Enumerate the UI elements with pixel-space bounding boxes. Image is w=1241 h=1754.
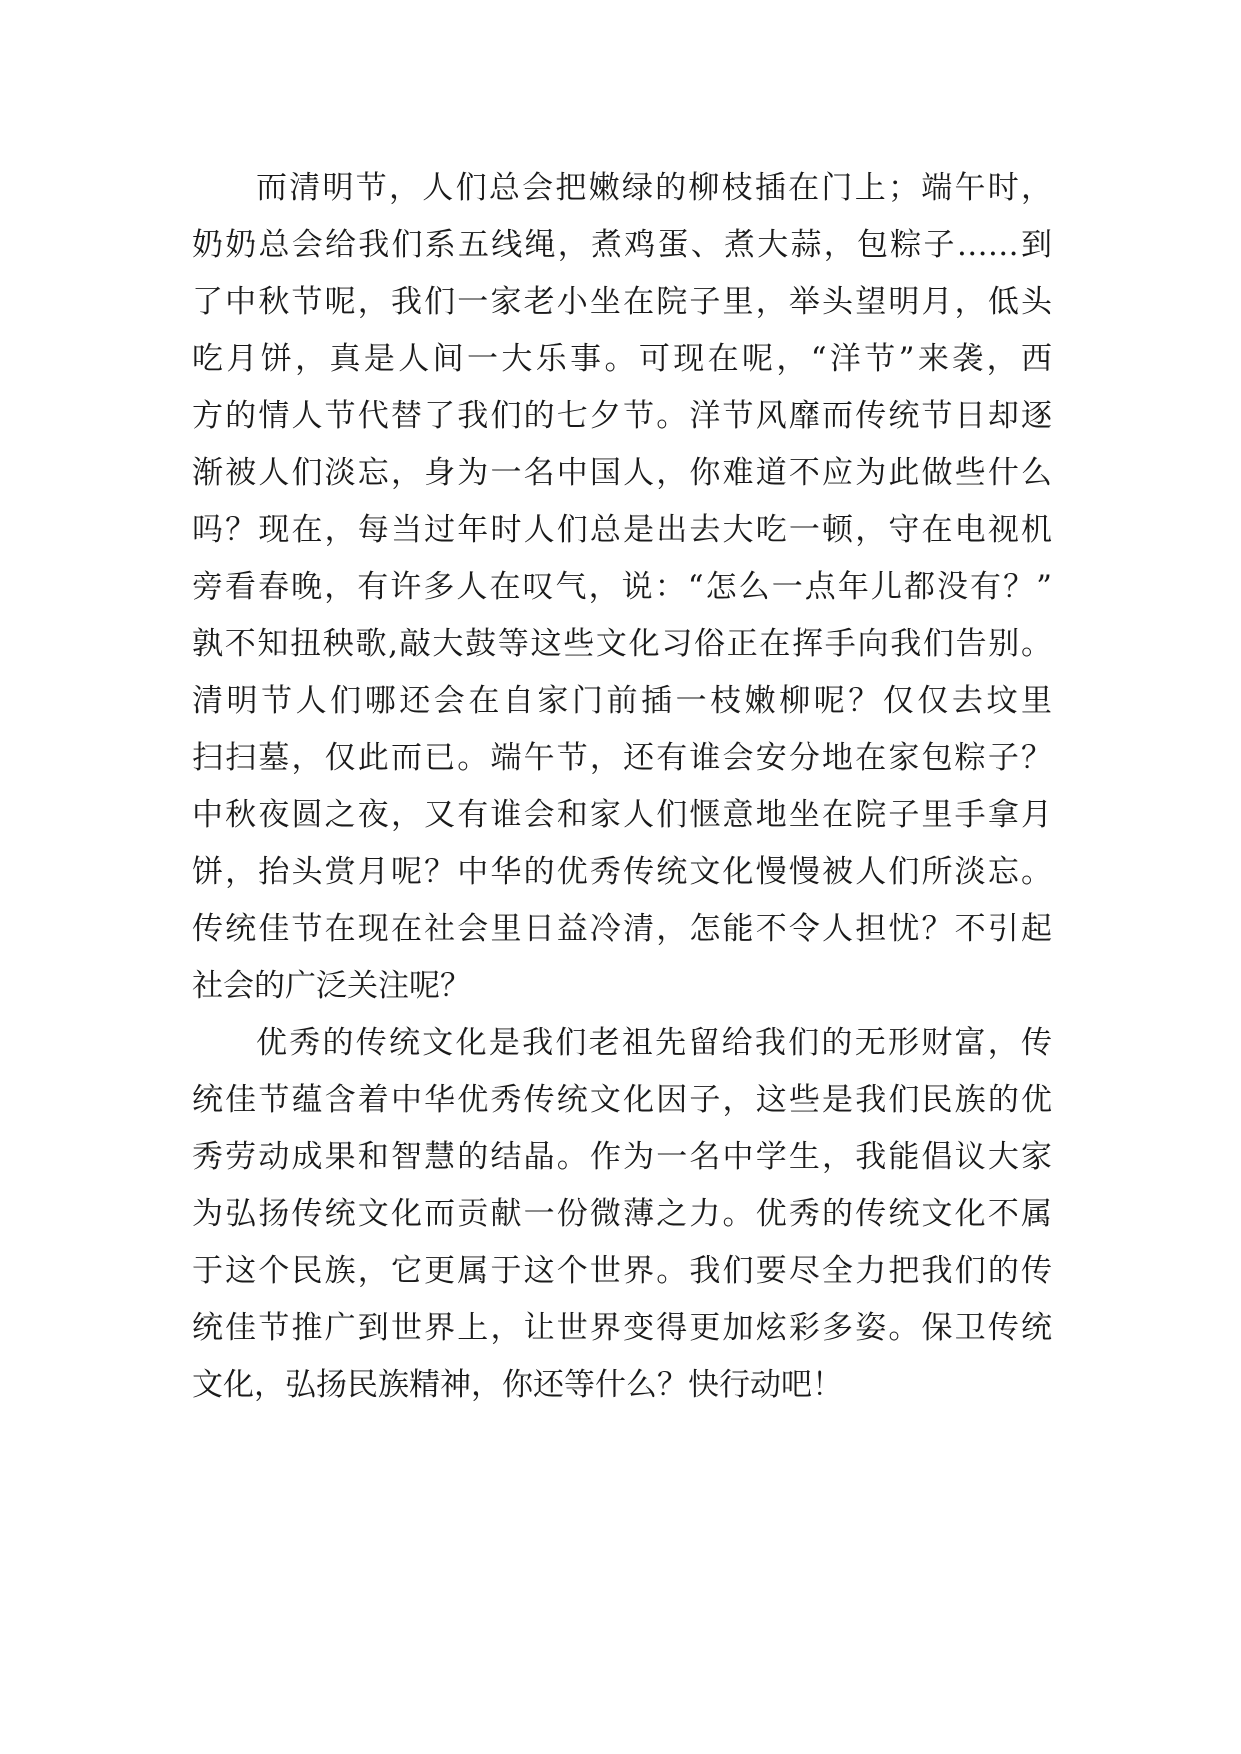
text-line: 中秋夜圆之夜，又有谁会和家人们惬意地坐在院子里手拿月 <box>192 797 1052 833</box>
text-line: 传统佳节在现在社会里日益冷清，怎能不令人担忧？不引起 <box>192 911 1052 947</box>
text-line: 统佳节蕴含着中华优秀传统文化因子，这些是我们民族的优 <box>192 1082 1052 1118</box>
text-line: 秀劳动成果和智慧的结晶。作为一名中学生，我能倡议大家 <box>192 1139 1052 1175</box>
text-line: 于这个民族，它更属于这个世界。我们要尽全力把我们的传 <box>192 1253 1052 1289</box>
paragraph-2 <box>192 1015 1052 1414</box>
text-line: 饼，抬头赏月呢？中华的优秀传统文化慢慢被人们所淡忘。 <box>192 854 1052 890</box>
text-line: 社会的广泛关注呢？ <box>192 968 471 1004</box>
text-line: 吃月饼，真是人间一大乐事。可现在呢，“洋节”来袭，西 <box>192 341 1052 377</box>
text-line: 清明节人们哪还会在自家门前插一枝嫩柳呢？仅仅去坟里 <box>192 683 1052 719</box>
text-line: 了中秋节呢，我们一家老小坐在院子里，举头望明月，低头 <box>192 284 1052 320</box>
text-line: 扫扫墓，仅此而已。端午节，还有谁会安分地在家包粽子？ <box>192 740 1052 776</box>
text-line: 吗？现在，每当过年时人们总是出去大吃一顿，守在电视机 <box>192 512 1052 548</box>
text-line: 旁看春晚，有许多人在叹气，说：“怎么一点年儿都没有？” <box>192 569 1052 605</box>
text-line: 孰不知扭秧歌,敲大鼓等这些文化习俗正在挥手向我们告别。 <box>192 626 1052 662</box>
text-line: 而清明节，人们总会把嫩绿的柳枝插在门上；端午时， <box>256 170 1052 206</box>
paragraph-1 <box>192 160 1052 1015</box>
text-line: 统佳节推广到世界上，让世界变得更加炫彩多姿。保卫传统 <box>192 1310 1052 1346</box>
text-line: 方的情人节代替了我们的七夕节。洋节风靡而传统节日却逐 <box>192 398 1052 434</box>
text-line: 奶奶总会给我们系五线绳，煮鸡蛋、煮大蒜，包粽子……到 <box>192 227 1052 263</box>
text-line: 为弘扬传统文化而贡献一份微薄之力。优秀的传统文化不属 <box>192 1196 1052 1232</box>
text-line: 渐被人们淡忘，身为一名中国人，你难道不应为此做些什么 <box>192 455 1052 491</box>
document-body <box>192 160 1052 1414</box>
text-line: 文化，弘扬民族精神，你还等什么？快行动吧！ <box>192 1367 843 1403</box>
text-line: 优秀的传统文化是我们老祖先留给我们的无形财富，传 <box>256 1025 1052 1061</box>
